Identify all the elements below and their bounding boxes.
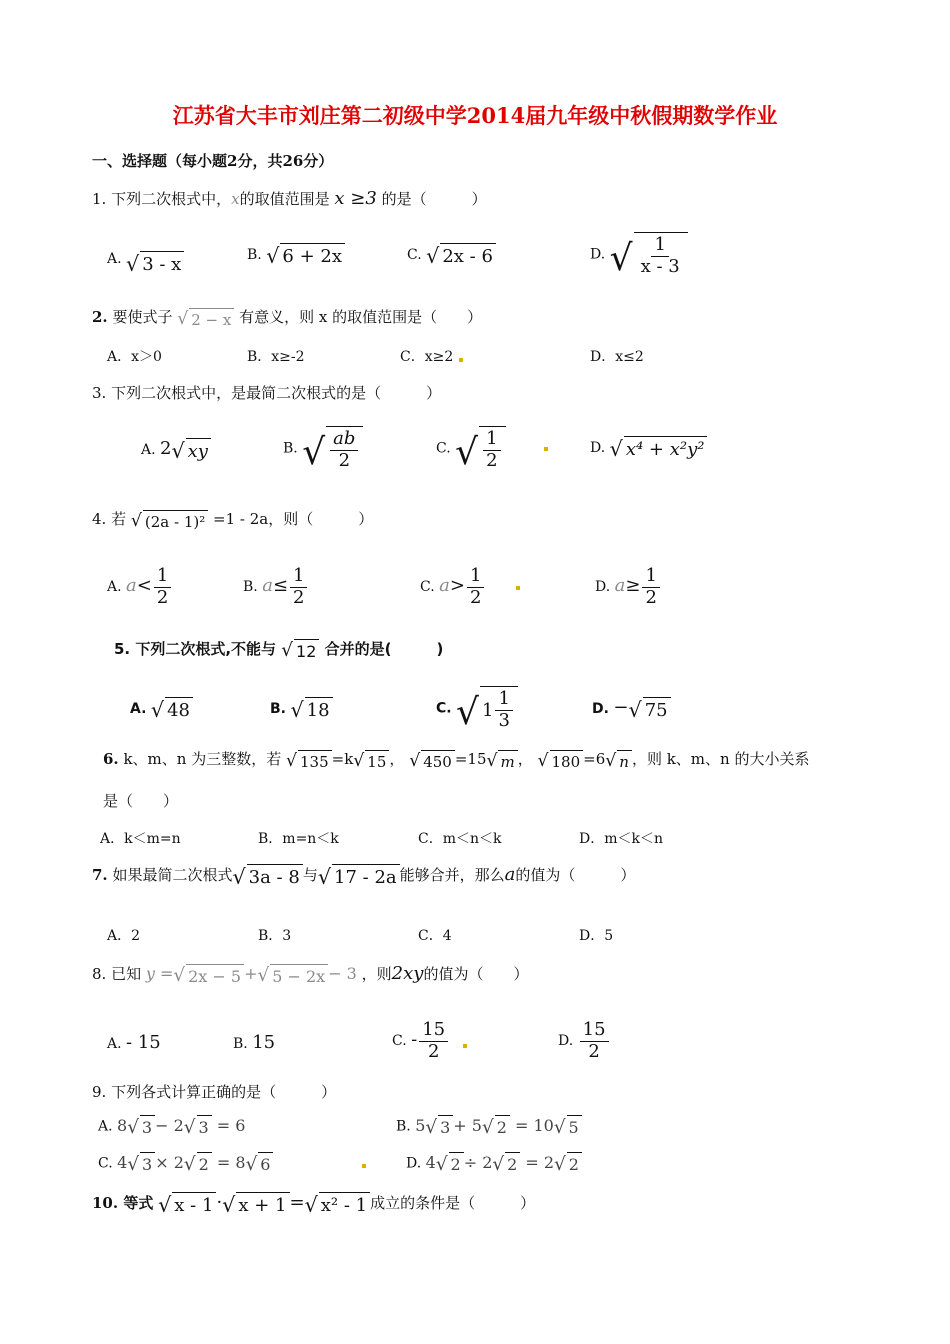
- q10-radicand-3: x² - 1: [319, 1192, 370, 1216]
- q10-radicand-2: x + 1: [236, 1192, 289, 1216]
- q4-option-a-relation: <: [136, 575, 152, 597]
- stray-mark: [362, 1164, 366, 1168]
- q6-stem-line-2: 是（ ）: [103, 792, 179, 810]
- q9-b-op: + 5: [453, 1115, 482, 1135]
- q2-stem-end: 有意义，则 x 的取值范围是（ ）: [239, 308, 483, 326]
- q9-a-radical-2: √ 3: [184, 1115, 212, 1137]
- q1-option-d-radical: √ $\frac{1}{x - 3}$: [610, 232, 688, 277]
- q1-condition: x ≥3: [334, 188, 377, 209]
- q5-option-a[interactable]: [130, 697, 193, 721]
- q9-option-c-label: C.: [98, 1155, 113, 1172]
- q8-radical-2: √ 5 − 2x: [258, 964, 329, 986]
- q1-option-a-radical: √ 3 - x: [126, 251, 184, 275]
- q4-option-c-relation: >: [449, 575, 465, 597]
- q6-option-d[interactable]: D．m＜k＜n: [579, 831, 663, 847]
- q8-option-b-value: 15: [252, 1032, 276, 1053]
- q6-radical-4: √ m: [486, 750, 517, 771]
- page-title: 江苏省大丰市刘庄第二初级中学2014届九年级中秋假期数学作业: [172, 103, 778, 128]
- q6-radicand-5: 180: [550, 750, 584, 771]
- q6-eq-1: =k: [331, 750, 354, 768]
- q5-option-a-radical: √ 48: [151, 697, 193, 721]
- q3-option-c-label: C.: [436, 440, 451, 457]
- q7-radicand-2: 17 - 2a: [332, 864, 400, 888]
- q6-separator-1: ，: [389, 750, 405, 768]
- q1-option-d-label: D.: [590, 246, 606, 263]
- q9-a-result: = 6: [216, 1115, 246, 1135]
- q4-option-b[interactable]: [243, 566, 309, 608]
- q9-option-d-label: D.: [406, 1155, 422, 1172]
- q8-option-a-label: A.: [107, 1036, 122, 1052]
- question-5-stem: [114, 638, 443, 661]
- q9-b-radicand-1: 3: [438, 1115, 453, 1137]
- q4-option-d-denominator: 2: [645, 586, 657, 608]
- q6-radical-5: √ 180: [538, 750, 584, 771]
- q3-option-d-radical: √ x⁴ + x²y²: [610, 436, 708, 460]
- q8-option-d-numerator: 15: [580, 1020, 609, 1042]
- q10-radical-3: √ x² - 1: [305, 1192, 371, 1216]
- q1-option-d-numerator: 1: [651, 235, 668, 257]
- q1-option-a-label: A.: [107, 251, 122, 267]
- q2-number: 2.: [92, 308, 108, 326]
- q9-d-coef-1: 4: [425, 1152, 436, 1172]
- q1-stem-end: 的是（ ）: [381, 190, 487, 208]
- q8-option-c-sign: -: [411, 1029, 418, 1051]
- q7-stem-mid: 与: [302, 866, 318, 884]
- q6-number: 6.: [103, 750, 119, 768]
- q3-option-a-coef: 2: [160, 438, 172, 459]
- q1-option-b-radicand: 6 + 2x: [280, 243, 345, 267]
- q8-option-c-denominator: 2: [427, 1040, 440, 1062]
- q7-number: 7.: [92, 866, 108, 884]
- q5-option-d-radicand: 75: [643, 697, 671, 721]
- q8-radicand-1: 2x − 5: [186, 964, 244, 986]
- stray-mark: [459, 358, 463, 362]
- q9-b-radical-2: √ 2: [482, 1115, 510, 1137]
- section-heading: 一、选择题（每小题2分，共26分）: [92, 152, 334, 170]
- q6-option-a[interactable]: A．k＜m=n: [100, 831, 181, 847]
- q10-radicand-1: x - 1: [172, 1192, 216, 1216]
- q9-d-radical-1: √ 2: [436, 1152, 464, 1174]
- q6-stem-end: ，则 k、m、n 的大小关系: [631, 750, 810, 768]
- q5-option-b[interactable]: [270, 697, 333, 721]
- q3-option-b-numerator: ab: [330, 429, 358, 451]
- q4-stem-end: ，则（ ）: [268, 510, 374, 528]
- q9-option-b[interactable]: [396, 1115, 582, 1137]
- q5-option-d-label: D.: [592, 701, 609, 717]
- q6-radicand-1: 135: [298, 750, 332, 771]
- q4-radicand: (2a - 1)²: [143, 510, 208, 531]
- q3-option-b[interactable]: [283, 426, 363, 474]
- q2-stem-start: 要使式子: [112, 308, 173, 326]
- q4-radical: √ (2a - 1)²: [131, 510, 208, 531]
- q6-separator-2: ，: [517, 750, 533, 768]
- q10-stem-start: 10. 等式: [92, 1194, 154, 1212]
- q9-b-radicand-2: 2: [495, 1115, 510, 1137]
- q8-radical-1: √ 2x − 5: [173, 964, 244, 986]
- q9-a-radicand-1: 3: [140, 1115, 155, 1137]
- q1-option-b[interactable]: [247, 243, 345, 267]
- q5-option-c-label: C.: [436, 700, 452, 717]
- q5-option-c-radical: √ 1 $\frac{1}{3}$: [456, 686, 518, 731]
- q6-stem-start: k、m、n 为三整数，若: [123, 750, 282, 768]
- q5-radicand: 12: [294, 639, 319, 661]
- q1-option-a[interactable]: [107, 243, 184, 275]
- q5-option-b-radicand: 18: [305, 697, 333, 721]
- q10-radical-1: √ x - 1: [158, 1192, 216, 1216]
- q2-option-c[interactable]: C．x≥2: [400, 349, 454, 365]
- q5-option-a-radicand: 48: [165, 697, 193, 721]
- q4-option-a-var: a: [126, 575, 137, 597]
- q3-option-a-label: A.: [141, 442, 156, 458]
- q4-option-a-numerator: 1: [154, 566, 171, 588]
- q9-option-d[interactable]: [406, 1152, 582, 1174]
- q9-c-coef-1: 4: [117, 1152, 128, 1172]
- q1-option-b-label: B.: [247, 247, 262, 263]
- q4-option-d-numerator: 1: [642, 566, 659, 588]
- q8-option-c-numerator: 15: [419, 1020, 448, 1042]
- q7-stem-end: 的值为（ ）: [515, 866, 636, 884]
- q9-d-result: = 2: [525, 1152, 555, 1172]
- q4-option-c-label: C.: [420, 579, 435, 596]
- q4-option-b-numerator: 1: [290, 566, 307, 588]
- q3-option-a-radicand: xy: [186, 438, 211, 462]
- q4-rhs: =1 - 2a: [213, 510, 269, 528]
- q7-radical-1: √ 3a - 8: [232, 864, 302, 888]
- q1-option-c[interactable]: [407, 243, 496, 267]
- q8-option-b[interactable]: [233, 1032, 275, 1053]
- q1-stem-start: 1. 下列二次根式中，: [92, 190, 232, 208]
- q9-d-op: ÷ 2: [463, 1152, 493, 1172]
- q9-option-b-expr: [415, 1115, 582, 1138]
- q8-stem-mid: ，则: [361, 965, 392, 983]
- q1-option-c-radicand: 2x - 6: [440, 243, 496, 267]
- q8-lhs: y =: [145, 964, 174, 983]
- question-2-stem: [92, 306, 482, 329]
- q9-b-radical-1: √ 3: [425, 1115, 453, 1137]
- stray-mark: [463, 1044, 467, 1048]
- q9-option-d-expr: [425, 1152, 582, 1175]
- q9-b-radicand-3: 5: [567, 1115, 582, 1137]
- q3-option-c-denominator: 2: [486, 449, 498, 471]
- question-10-stem: [92, 1192, 535, 1216]
- q6-radicand-2: 15: [365, 750, 389, 771]
- question-8-stem: [92, 963, 528, 986]
- q2-option-d[interactable]: D．x≤2: [590, 349, 644, 365]
- q4-option-a[interactable]: [107, 566, 173, 608]
- q9-c-radical-2: √ 2: [184, 1152, 212, 1174]
- question-7-stem: [92, 864, 635, 888]
- q6-radical-6: √ n: [605, 750, 632, 771]
- q9-option-c[interactable]: [98, 1152, 273, 1174]
- question-1-stem: [92, 188, 487, 209]
- q6-eq-3: =6: [583, 750, 606, 768]
- q4-option-d-label: D.: [595, 579, 611, 596]
- q5-option-c-numerator: 1: [495, 689, 512, 711]
- q3-option-c-radical: √ $\frac{1}{2}$: [455, 426, 505, 471]
- q6-option-c[interactable]: C．m＜n＜k: [418, 831, 502, 847]
- q3-option-b-radical: √ $\frac{ab}{2}$: [302, 426, 363, 471]
- q7-option-a[interactable]: A．2: [107, 928, 141, 944]
- q4-stem-start: 4. 若: [92, 510, 127, 528]
- q8-stem-end: 的值为（ ）: [423, 965, 529, 983]
- q4-option-b-relation: ≤: [272, 575, 289, 597]
- q10-dot: ·: [216, 1192, 223, 1213]
- q8-plus: +: [244, 964, 258, 983]
- q6-eq-2: =15: [454, 750, 487, 768]
- q6-option-b[interactable]: B．m=n＜k: [258, 831, 339, 847]
- q10-stem-end: 成立的条件是（ ）: [370, 1194, 536, 1212]
- q8-option-b-label: B.: [233, 1036, 248, 1052]
- q7-radicand-1: 3a - 8: [247, 864, 303, 888]
- q9-d-radicand-2: 2: [505, 1152, 520, 1174]
- q8-option-c[interactable]: [392, 1020, 450, 1062]
- question-3-stem: 3. 下列二次根式中，是最简二次根式的是（ ）: [92, 384, 442, 402]
- question-9-stem: 9. 下列各式计算正确的是（ ）: [92, 1083, 337, 1101]
- q8-option-c-label: C.: [392, 1033, 407, 1050]
- q9-c-radicand-2: 2: [197, 1152, 212, 1174]
- question-6-stem: [103, 748, 809, 771]
- q7-stem-start: 如果最简二次根式: [112, 866, 233, 884]
- q8-tail: − 3: [328, 964, 357, 983]
- q6-radicand-6: n: [617, 750, 632, 771]
- q5-option-d[interactable]: [592, 697, 671, 721]
- q4-option-c-var: a: [439, 575, 450, 597]
- q8-stem-start: 8. 已知: [92, 965, 142, 983]
- question-4-stem: [92, 508, 373, 531]
- q4-option-d-relation: ≥: [625, 575, 641, 597]
- q8-option-d-label: D.: [558, 1033, 574, 1050]
- q4-option-c-denominator: 2: [469, 586, 482, 608]
- q6-radical-3: √ 450: [409, 750, 455, 771]
- q9-a-radical-1: √ 3: [127, 1115, 155, 1137]
- q10-eq: =: [289, 1192, 305, 1213]
- q5-option-d-sign: −: [613, 697, 629, 718]
- q9-d-radical-2: √ 2: [492, 1152, 520, 1174]
- q1-option-b-radical: √ 6 + 2x: [266, 243, 345, 267]
- q8-option-a-value: - 15: [126, 1032, 161, 1053]
- q9-c-result: = 8: [216, 1152, 246, 1172]
- q5-option-b-label: B.: [270, 701, 286, 717]
- q5-radical: √ 12: [281, 639, 319, 661]
- q7-radical-2: √ 17 - 2a: [318, 864, 400, 888]
- q3-option-c[interactable]: [436, 426, 506, 474]
- q9-c-radical-3: √ 6: [246, 1152, 274, 1174]
- q3-option-a[interactable]: [141, 438, 211, 462]
- q4-option-c[interactable]: [420, 566, 486, 608]
- q1-option-c-label: C.: [407, 247, 422, 263]
- q4-option-d-var: a: [614, 575, 626, 597]
- q3-option-b-denominator: 2: [338, 449, 351, 471]
- q9-b-coef-1: 5: [415, 1115, 426, 1135]
- q3-option-c-numerator: 1: [483, 429, 500, 451]
- q9-a-coef-1: 8: [117, 1115, 128, 1135]
- q6-radical-2: √ 15: [353, 750, 389, 771]
- q4-option-c-numerator: 1: [467, 566, 484, 588]
- q2-option-a[interactable]: A．x＞0: [107, 349, 162, 365]
- q4-option-b-denominator: 2: [293, 586, 305, 608]
- q6-radicand-3: 450: [421, 750, 455, 771]
- q6-radical-1: √ 135: [286, 750, 332, 771]
- q9-option-a[interactable]: [98, 1115, 245, 1137]
- q2-radicand: 2 − x: [189, 308, 234, 329]
- q7-option-c[interactable]: C．4: [418, 928, 452, 944]
- q7-option-b[interactable]: B．3: [258, 928, 292, 944]
- stray-mark: [544, 447, 548, 451]
- q9-option-a-expr: [117, 1115, 246, 1138]
- q9-d-radicand-1: 2: [449, 1152, 464, 1174]
- q5-option-c-denominator: 3: [498, 709, 510, 731]
- q5-stem-end: 合并的是( ): [324, 640, 444, 658]
- q5-option-b-radical: √ 18: [290, 697, 332, 721]
- q9-d-radical-3: √ 2: [554, 1152, 582, 1174]
- q5-option-c[interactable]: [436, 686, 518, 734]
- stray-mark: [516, 586, 520, 590]
- q9-a-radicand-2: 3: [197, 1115, 212, 1137]
- q4-option-a-denominator: 2: [156, 586, 169, 608]
- q7-stem-tail: 能够合并，那么: [399, 866, 505, 884]
- q8-option-a[interactable]: [107, 1032, 161, 1053]
- q2-option-b[interactable]: B．x≥-2: [247, 349, 305, 365]
- q9-option-c-expr: [117, 1152, 273, 1175]
- q5-option-d-radical: √ 75: [629, 697, 671, 721]
- q7-option-d[interactable]: D．5: [579, 928, 614, 944]
- q9-d-radicand-3: 2: [567, 1152, 582, 1174]
- q1-option-a-radicand: 3 - x: [140, 251, 184, 275]
- q6-radicand-4: m: [498, 750, 517, 771]
- q9-c-radicand-3: 6: [258, 1152, 273, 1174]
- q7-var: a: [504, 864, 516, 885]
- q9-option-b-label: B.: [396, 1118, 411, 1135]
- q10-radical-2: √ x + 1: [222, 1192, 289, 1216]
- q9-b-radical-3: √ 5: [554, 1115, 582, 1137]
- q9-c-op: × 2: [155, 1152, 184, 1172]
- q5-stem-start: 5. 下列二次根式,不能与: [114, 640, 277, 658]
- q1-option-d[interactable]: [590, 232, 688, 280]
- q8-radicand-2: 5 − 2x: [270, 964, 328, 986]
- q1-option-d-denominator: x - 3: [640, 255, 680, 277]
- q1-stem-mid: 的取值范围是: [239, 190, 330, 208]
- q9-b-result: = 10: [514, 1115, 554, 1135]
- q4-option-b-var: a: [262, 575, 273, 597]
- q4-option-a-label: A.: [107, 579, 122, 596]
- q8-equation: [145, 964, 357, 987]
- q3-option-d-label: D.: [590, 440, 606, 456]
- q1-option-c-radical: √ 2x - 6: [426, 243, 496, 267]
- q5-option-c-whole: 1: [482, 699, 494, 721]
- q3-option-d[interactable]: [590, 436, 707, 460]
- q2-radical: √ 2 − x: [177, 308, 234, 329]
- q8-option-d[interactable]: [558, 1020, 611, 1062]
- q9-c-radical-1: √ 3: [127, 1152, 155, 1174]
- q9-c-radicand-1: 3: [140, 1152, 155, 1174]
- q9-a-op: − 2: [155, 1115, 184, 1135]
- q1-var: x: [231, 190, 240, 208]
- q8-option-d-denominator: 2: [588, 1040, 600, 1062]
- q8-expr: 2xy: [391, 963, 424, 984]
- q3-option-b-label: B.: [283, 440, 298, 457]
- q3-option-d-radicand: x⁴ + x²y²: [624, 436, 708, 460]
- q4-option-b-label: B.: [243, 579, 258, 596]
- q3-option-a-radical: √ xy: [171, 438, 211, 462]
- q5-option-a-label: A.: [130, 701, 147, 717]
- q9-option-a-label: A.: [98, 1118, 113, 1135]
- q4-option-d[interactable]: [595, 566, 662, 608]
